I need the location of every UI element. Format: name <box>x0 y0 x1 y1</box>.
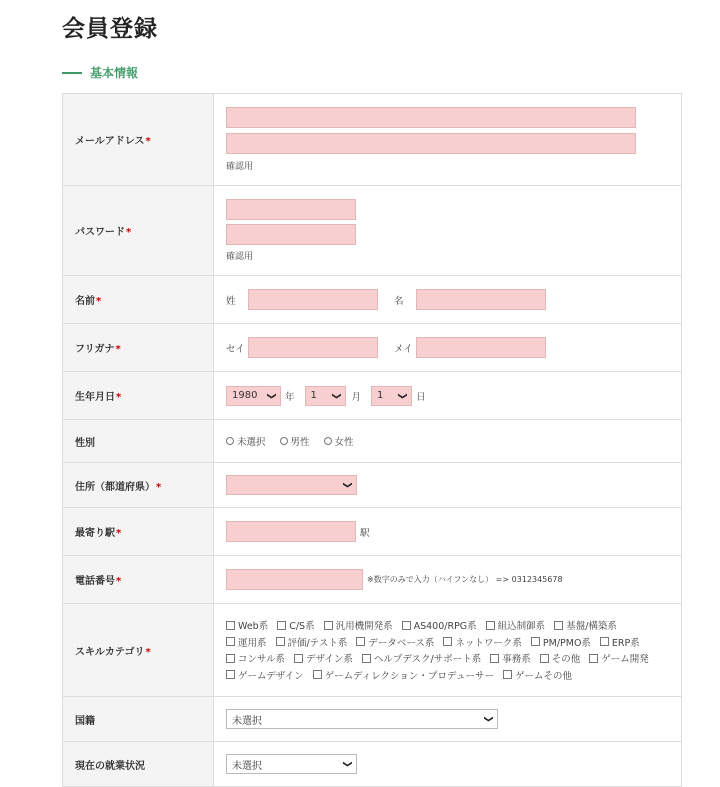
chevron-down-icon: ❯ <box>483 715 494 723</box>
checkbox-icon <box>503 670 512 679</box>
skill-checkbox-item[interactable] <box>294 650 353 667</box>
password-confirm-note: 確認用 <box>226 252 254 262</box>
checkbox-icon <box>294 654 303 663</box>
last-kana-input[interactable] <box>248 337 378 358</box>
first-kana-label: メイ <box>394 343 413 355</box>
employment-row <box>63 742 682 787</box>
station-suffix: 駅 <box>360 527 370 539</box>
password-label: パスワード <box>75 227 125 238</box>
skill-checkbox-item[interactable] <box>356 634 434 651</box>
birth-year-select[interactable] <box>226 386 281 406</box>
required-mark: * <box>116 576 122 587</box>
first-name-label: 名 <box>394 295 404 307</box>
phone-row <box>63 556 682 604</box>
skill-checkbox-item[interactable] <box>226 634 267 651</box>
skill-checkbox-item[interactable] <box>362 650 481 667</box>
checkbox-icon <box>226 654 235 663</box>
checkbox-icon <box>589 654 598 663</box>
skill-checkbox-item[interactable] <box>554 617 617 634</box>
required-mark: * <box>145 646 151 658</box>
skill-checkbox-item[interactable] <box>276 634 348 651</box>
checkbox-icon <box>486 621 495 630</box>
skills-label-cell <box>63 604 214 697</box>
email-row <box>63 94 682 186</box>
chevron-down-icon: ❯ <box>266 391 277 400</box>
skill-label: ゲームディレクション・プロデューサー <box>324 670 495 682</box>
skill-label: AS400/RPG系 <box>413 621 477 633</box>
skills-checkbox-group <box>226 617 671 683</box>
page-title: 会員登録 <box>62 16 158 42</box>
skill-checkbox-item[interactable] <box>589 650 649 667</box>
skill-checkbox-item[interactable] <box>226 617 268 634</box>
chevron-down-icon: ❯ <box>330 391 341 400</box>
checkbox-icon <box>402 621 411 630</box>
name-label: 名前 <box>75 296 95 307</box>
gender-label: 性別 <box>75 437 95 449</box>
nationality-value: 未選択 <box>232 715 262 727</box>
email-confirm-input[interactable] <box>226 133 636 154</box>
gender-label-cell <box>63 420 214 463</box>
password-row <box>63 186 682 276</box>
skill-label: データベース系 <box>368 637 435 649</box>
radio-icon <box>280 437 288 445</box>
skill-label: ヘルプデスク/サポート系 <box>373 654 482 666</box>
skill-label: 汎用機開発系 <box>335 621 393 633</box>
skill-label: その他 <box>551 654 581 666</box>
password-confirm-input[interactable] <box>226 224 356 245</box>
checkbox-icon <box>324 621 333 630</box>
checkbox-icon <box>356 637 365 646</box>
chevron-down-icon: ❯ <box>342 481 353 489</box>
checkbox-icon <box>490 654 499 663</box>
address-label: 住所（都道府県） <box>75 481 155 493</box>
last-name-input[interactable] <box>248 289 378 310</box>
skills-field-cell <box>214 604 682 697</box>
name-row <box>63 276 682 324</box>
skill-checkbox-item[interactable] <box>531 634 591 651</box>
address-label-cell <box>63 463 214 508</box>
prefecture-select[interactable] <box>226 475 357 495</box>
checkbox-icon <box>540 654 549 663</box>
checkbox-icon <box>531 637 540 646</box>
chevron-down-icon: ❯ <box>397 391 408 400</box>
skill-checkbox-item[interactable] <box>402 617 477 634</box>
station-input[interactable] <box>226 521 356 542</box>
phone-hint: ※数字のみで入力（ハイフンなし） => 0312345678 <box>367 575 563 584</box>
gender-option-label: 未選択 <box>237 437 266 448</box>
password-input[interactable] <box>226 199 356 220</box>
skill-checkbox-item[interactable] <box>226 650 285 667</box>
birthdate-label-cell <box>63 372 214 420</box>
first-kana-input[interactable] <box>416 337 546 358</box>
station-label: 最寄り駅 <box>75 528 115 539</box>
skill-checkbox-item[interactable] <box>600 634 640 651</box>
checkbox-icon <box>313 670 322 679</box>
nationality-row <box>63 697 682 742</box>
birthdate-field-cell <box>214 372 682 420</box>
gender-option-female[interactable] <box>324 434 354 448</box>
gender-option-unselected[interactable] <box>226 434 266 448</box>
skill-label: ゲーム開発 <box>601 654 649 666</box>
furigana-label-cell <box>63 324 214 372</box>
skill-checkbox-item[interactable] <box>443 634 522 651</box>
section-heading <box>62 64 138 81</box>
required-mark: * <box>116 528 122 539</box>
email-input[interactable] <box>226 107 636 128</box>
skill-checkbox-item[interactable] <box>486 617 546 634</box>
skill-checkbox-item[interactable] <box>226 667 304 684</box>
nationality-label-cell <box>63 697 214 742</box>
last-name-label: 姓 <box>226 295 236 307</box>
station-row <box>63 508 682 556</box>
checkbox-icon <box>362 654 371 663</box>
section-heading-label: 基本情報 <box>90 66 139 80</box>
furigana-label: フリガナ <box>75 344 115 355</box>
required-mark: * <box>116 392 122 403</box>
checkbox-icon <box>600 637 609 646</box>
skill-checkbox-item[interactable] <box>277 617 314 634</box>
phone-input[interactable] <box>226 569 363 590</box>
name-field-cell <box>214 276 682 324</box>
radio-icon <box>226 437 234 445</box>
checkbox-icon <box>554 621 563 630</box>
birthdate-row <box>63 372 682 420</box>
email-label-cell <box>63 94 214 186</box>
skill-label: PM/PMO系 <box>542 637 591 649</box>
skill-label: 評価/テスト系 <box>287 637 348 649</box>
last-kana-label: セイ <box>226 343 245 355</box>
nationality-label: 国籍 <box>75 715 95 727</box>
skill-label: 運用系 <box>238 637 267 649</box>
employment-field-cell <box>214 742 682 787</box>
skill-label: ERP系 <box>611 637 640 649</box>
password-field-cell <box>214 186 682 276</box>
skill-checkbox-item[interactable] <box>540 650 581 667</box>
gender-option-label: 女性 <box>334 437 354 448</box>
skills-row <box>63 604 682 697</box>
year-unit: 年 <box>285 391 295 403</box>
phone-label-cell <box>63 556 214 604</box>
furigana-field-cell <box>214 324 682 372</box>
address-row <box>63 463 682 508</box>
checkbox-icon <box>226 637 235 646</box>
month-unit: 月 <box>351 391 362 403</box>
phone-label: 電話番号 <box>75 576 115 587</box>
birth-month-select[interactable] <box>305 386 346 406</box>
section-heading-line <box>62 72 82 74</box>
required-mark: * <box>156 481 162 493</box>
first-name-input[interactable] <box>416 289 546 310</box>
phone-field-cell <box>214 556 682 604</box>
checkbox-icon <box>277 621 286 630</box>
checkbox-icon <box>226 621 235 630</box>
day-unit: 日 <box>416 391 426 403</box>
birthdate-label: 生年月日 <box>75 392 115 403</box>
email-label: メールアドレス <box>75 136 145 147</box>
employment-select[interactable] <box>226 754 357 774</box>
skill-checkbox-item[interactable] <box>490 650 531 667</box>
password-label-cell <box>63 186 214 276</box>
employment-label-cell <box>63 742 214 787</box>
skill-label: ネットワーク系 <box>455 637 522 649</box>
employment-label: 現在の就業状況 <box>75 760 145 772</box>
skill-checkbox-item[interactable] <box>313 667 494 684</box>
required-mark: * <box>96 296 102 307</box>
registration-form <box>62 93 682 787</box>
email-field-cell <box>214 94 682 186</box>
skill-label: デザイン系 <box>306 654 353 666</box>
email-confirm-note: 確認用 <box>226 162 254 172</box>
required-mark: * <box>145 136 151 147</box>
gender-option-male[interactable] <box>280 434 310 448</box>
required-mark: * <box>126 227 132 238</box>
skill-checkbox-item[interactable] <box>503 667 572 684</box>
radio-icon <box>324 437 332 445</box>
skill-label: 基盤/構築系 <box>566 621 617 633</box>
skill-label: ゲームその他 <box>515 670 573 682</box>
skill-label: Web系 <box>238 621 269 633</box>
nationality-field-cell <box>214 697 682 742</box>
gender-field-cell <box>214 420 682 463</box>
skill-label: ゲームデザイン <box>238 670 304 682</box>
furigana-row <box>63 324 682 372</box>
gender-row <box>63 420 682 463</box>
birth-month-value: 1 <box>310 390 317 401</box>
birth-year-value: 1980 <box>232 390 258 401</box>
required-mark: * <box>115 344 121 355</box>
employment-value: 未選択 <box>232 760 262 772</box>
birth-day-value: 1 <box>377 390 384 401</box>
name-label-cell <box>63 276 214 324</box>
skill-label: 組込制御系 <box>497 621 546 633</box>
address-field-cell <box>214 463 682 508</box>
chevron-down-icon: ❯ <box>342 760 353 768</box>
skill-label: コンサル系 <box>238 654 286 666</box>
station-field-cell <box>214 508 682 556</box>
skills-label: スキルカテゴリ <box>75 646 145 658</box>
checkbox-icon <box>443 637 452 646</box>
skill-checkbox-item[interactable] <box>324 617 393 634</box>
nationality-select[interactable] <box>226 709 498 729</box>
skill-label: 事務系 <box>502 654 531 666</box>
gender-option-label: 男性 <box>290 437 310 448</box>
station-label-cell <box>63 508 214 556</box>
skill-label: C/S系 <box>289 621 315 633</box>
checkbox-icon <box>276 637 285 646</box>
checkbox-icon <box>226 670 235 679</box>
birth-day-select[interactable] <box>371 386 412 406</box>
